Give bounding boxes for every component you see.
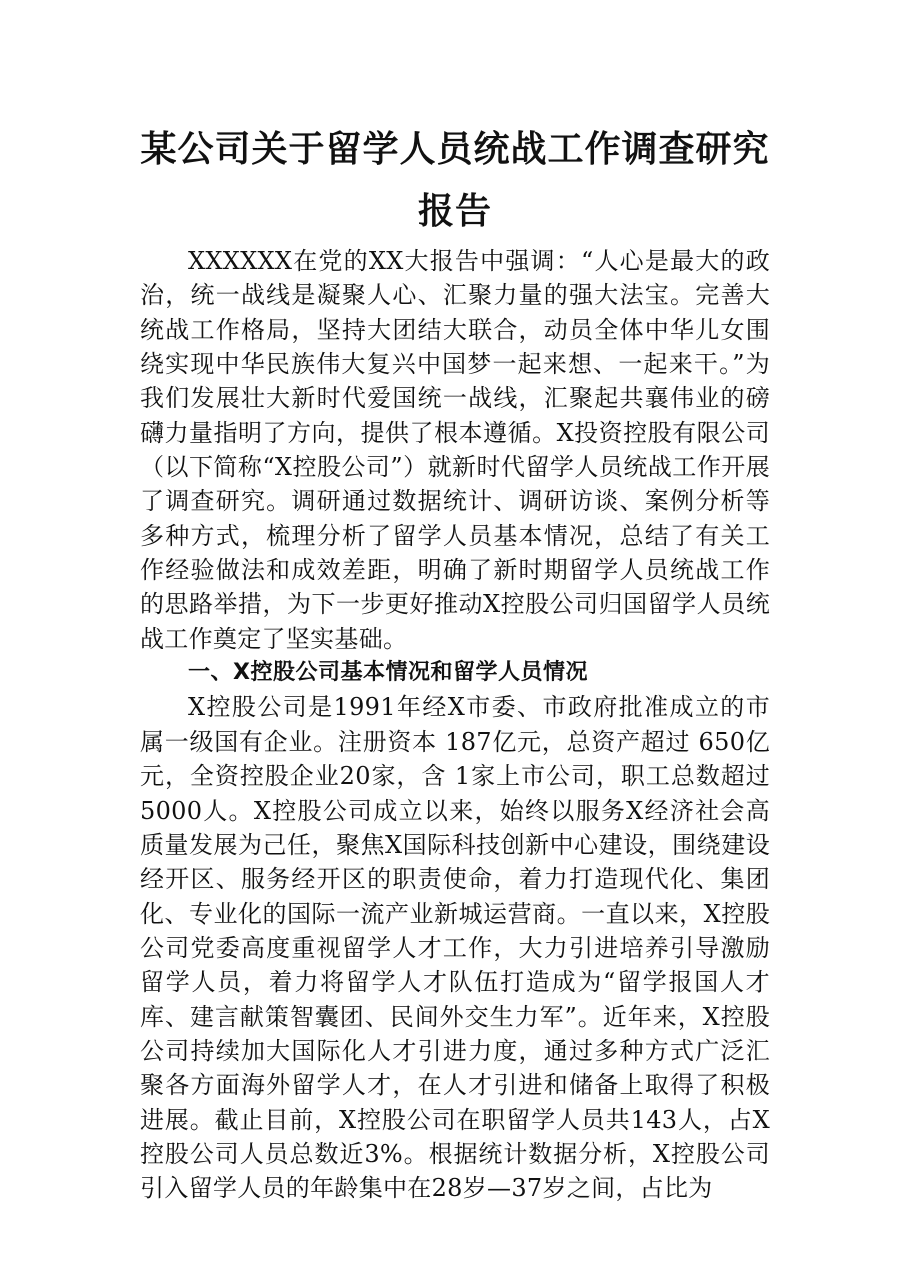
section-paragraph: X控股公司是1991年经X市委、市政府批准成立的市属一级国有企业。注册资本 187亿元，总资产超过 650亿元，全资控股企业20家，含 1家上市公司，职工总数超过5000人。X控股公司成立以来，始终以服务X经济社会高质量发展为己任，聚焦X国际科技创新中心建设，围绕建设经开区、服务经开区的职责使命，着力打造现代化、集团化、专业化的国际一流产业新城运营商。一直以来，X控股公司党委高度重视留学人才工作，大力引进培养引导激励留学人员，着力将留学人才队伍打造成为“留学报国人才库、建言献策智囊团、民间外交生力军”。近年来，X控股公司持续加大国际化人才引进力度，通过多种方式广泛汇聚各方面海外留学人才，在人才引进和储备上取得了积极进展。截止目前，X控股公司在职留学人员共143人，占X控股公司人员总数近3%。根据统计数据分析，X控股公司引入留学人员的年龄集中在28岁—37岁之间，占比为: [140, 693, 770, 1203]
document-title: 某公司关于留学人员统战工作调查研究报告: [140, 128, 770, 232]
intro-paragraph: XXXXXX在党的XX大报告中强调：“人心是最大的政治，统一战线是凝聚人心、汇聚力量的强大法宝。完善大统战工作格局，坚持大团结大联合，动员全体中华儿女围绕实现中华民族伟大复兴中国梦一起来想、一起来干。”为我们发展壮大新时代爱国统一战线，汇聚起共襄伟业的磅礴力量指明了方向，提供了根本遵循。X投资控股有限公司（以下简称“X控股公司”）就新时代留学人员统战工作开展了调查研究。调研通过数据统计、调研访谈、案例分析等多种方式，梳理分析了留学人员基本情况，总结了有关工作经验做法和成效差距，明确了新时期留学人员统战工作的思路举措，为下一步更好推动X控股公司归国留学人员统战工作奠定了坚实基础。: [140, 247, 770, 653]
document-body: [140, 244, 770, 1206]
section-heading: 一、X控股公司基本情况和留学人员情况: [188, 660, 588, 686]
